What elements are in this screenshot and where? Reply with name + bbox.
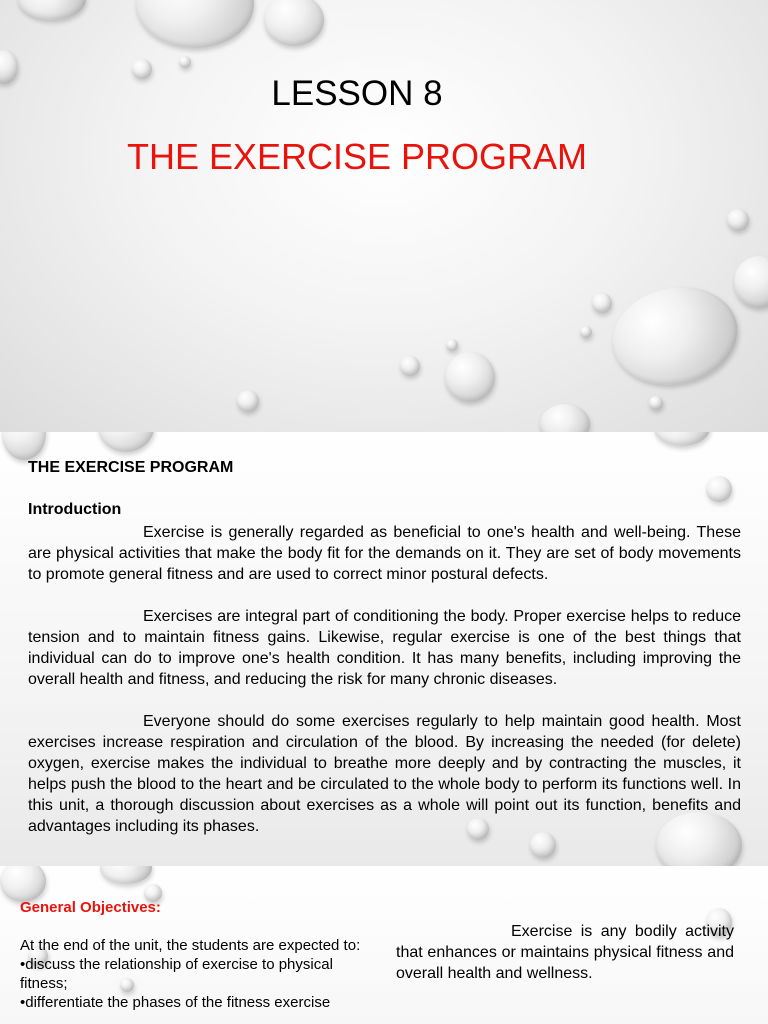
objectives-heading: General Objectives:	[20, 899, 161, 916]
water-drop-decoration	[237, 390, 259, 412]
water-drop-decoration	[98, 432, 154, 452]
water-drop-decoration	[446, 339, 458, 351]
slide-objectives	[0, 866, 768, 1024]
lesson-title: THE EXERCISE PROGRAM	[126, 136, 588, 177]
water-drop-decoration	[136, 0, 254, 48]
lesson-number: LESSON 8	[271, 74, 443, 113]
water-drop-decoration	[400, 356, 420, 376]
water-drop-decoration	[706, 476, 732, 502]
water-drop-decoration	[445, 352, 495, 402]
water-drop-decoration	[649, 396, 663, 410]
water-drop-decoration	[179, 56, 191, 68]
slide-introduction	[0, 432, 768, 866]
paragraph: Exercises are integral part of conditioning the body. Proper exercise helps to reduce tension and to maintain fitness gains. Likewise, regular exercise is one of the best things that individual can do to improve one's health condition. It has many benefits, including improving the overall health and fitness, and reducing the risk for many chronic diseases.	[28, 608, 741, 688]
water-drop-decoration	[734, 256, 768, 308]
water-drop-decoration	[592, 293, 612, 313]
water-drop-decoration	[18, 0, 86, 20]
section-heading: THE EXERCISE PROGRAM	[28, 459, 234, 476]
introduction-heading: Introduction	[28, 501, 122, 518]
introduction-body	[28, 522, 741, 858]
objectives-intro: At the end of the unit, the students are expected to:	[20, 937, 361, 954]
paragraph: Everyone should do some exercises regularly to help maintain good health. Most exercises increase respiration and circulation of the blood. By increasing the needed (for delete) oxygen, exercise makes the individual to breathe more deeply and by contracting the muscles, it helps push the blood to the heart and be circulated to the whole body to perform its functions well. In this unit, a thorough discussion about exercises as a whole will point out its function, benefits and advantages including its phases.	[28, 713, 741, 835]
objectives-list	[20, 936, 365, 1012]
water-drop-decoration	[654, 432, 710, 446]
water-drop-decoration	[0, 866, 46, 902]
water-drop-decoration	[2, 432, 46, 460]
water-drop-decoration	[727, 209, 749, 231]
water-drop-decoration	[100, 866, 152, 884]
water-drop-decoration	[603, 276, 746, 396]
paragraph: Exercise is generally regarded as beneficial to one's health and well-being. These are physical activities that make the body fit for the demands on it. They are set of body movements to promote general fitness and are used to correct minor postural defects.	[28, 524, 741, 583]
water-drop-decoration	[540, 404, 590, 432]
water-drop-decoration	[264, 0, 324, 46]
water-drop-decoration	[580, 326, 592, 338]
objective-item: •differentiate the phases of the fitness exercise	[20, 994, 331, 1011]
objective-item: •discuss the relationship of exercise to physical fitness;	[20, 956, 333, 992]
slide-title	[0, 0, 768, 432]
exercise-definition: Exercise is any bodily activity that enhances or maintains physical fitness and overall health and wellness.	[396, 923, 734, 982]
